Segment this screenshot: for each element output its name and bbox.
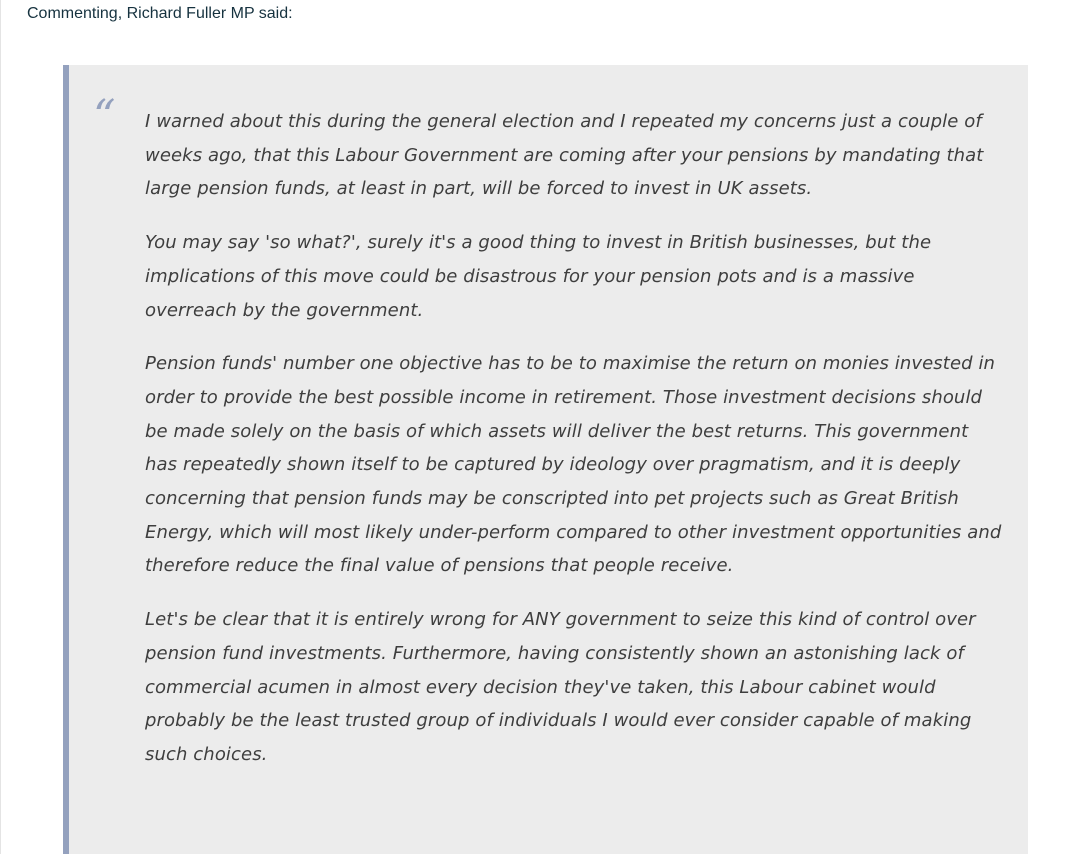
blockquote — [63, 65, 1028, 854]
page-left-rule — [0, 0, 1, 854]
quote-paragraph: Let's be clear that it is entirely wrong for ANY government to seize this kind of control over pension fund investments. Furthermore, having consistently shown an astonishing lack of commercial acumen in almost every decision they've taken, this Labour cabinet would probably be the least trusted group of individuals I would ever consider capable of making such choices. — [145, 609, 976, 765]
quote-paragraph: You may say 'so what?', surely it's a good thing to invest in British businesses, but the implications of this move could be disastrous for your pension pots and is a massive overreach by the government. — [145, 232, 932, 321]
quote-body — [145, 105, 1005, 792]
quotation-mark-icon: “ — [93, 91, 116, 142]
intro-attribution: Commenting, Richard Fuller MP said: — [27, 5, 293, 22]
quote-paragraph: I warned about this during the general election and I repeated my concerns just a couple of weeks ago, that this Labour Government are coming after your pensions by mandating that large pension funds, at least in part, will be forced to invest in UK assets. — [145, 111, 984, 200]
quote-paragraph: Pension funds' number one objective has to be to maximise the return on monies invested in order to provide the best possible income in retirement. Those investment decisions should be made solely on the basis of which assets will deliver the best returns. This government has repeatedly shown itself to be captured by ideology over pragmatism, and it is deeply concerning that pension funds may be conscripted into pet projects such as Great British Energy, which will most likely under-perform compared to other investment opportunities and therefore reduce the final value of pensions that people receive. — [145, 353, 1002, 577]
